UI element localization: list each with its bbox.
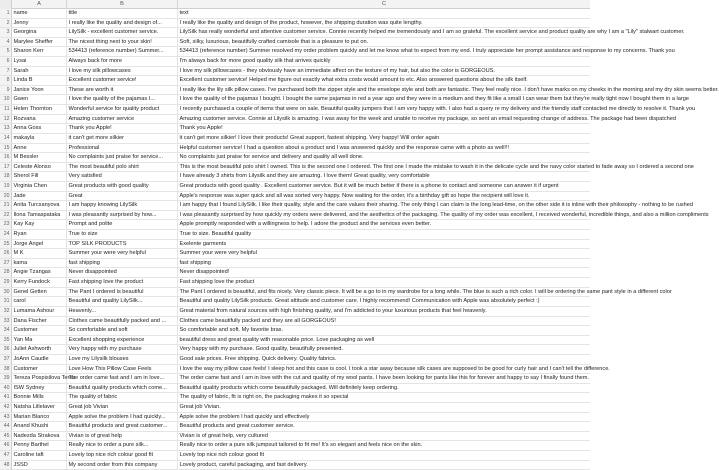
row-number[interactable]: 10 <box>0 95 12 104</box>
cell-text[interactable]: Apple promptly responded with a willingness to help. I adore the product and the services even better. <box>179 221 432 228</box>
cell-name[interactable]: Customer <box>12 365 67 374</box>
cell-title[interactable]: Amazing customer service <box>67 115 178 124</box>
row-number[interactable]: 20 <box>0 192 12 201</box>
table-row <box>0 163 694 173</box>
cell-text[interactable]: Helpful customer service! I had a question about a product and I was answered quickly and the response came with a photo as well!!! <box>179 144 510 151</box>
table-row <box>0 153 590 163</box>
row-number[interactable]: 17 <box>0 163 12 172</box>
cell-title[interactable]: Thank you Apple! <box>67 124 178 133</box>
row-number[interactable]: 14 <box>0 134 12 143</box>
cell-name[interactable]: Genel Getten <box>12 288 67 297</box>
cell-text[interactable]: LilySilk has really wonderful and attentive customer service. Connie recently helped me tremendously and I am so grateful. The excellent service and product quality are why I am a "Lily" stalwart customer. <box>179 29 685 36</box>
cell-title[interactable]: Summer your were very helpful <box>67 249 178 258</box>
cell-title[interactable]: it can't get more silkier <box>67 134 178 143</box>
cell-title[interactable]: Never disappointed <box>67 268 178 277</box>
cell-text[interactable]: Apple solve the problem I had quickly and effectively <box>179 413 310 420</box>
table-row <box>0 182 590 192</box>
cell-name[interactable]: kama <box>12 259 67 268</box>
cell-title[interactable]: Heavenly... <box>67 307 178 316</box>
table-row <box>0 326 590 336</box>
cell-title[interactable]: The order came fast and I am in love... <box>67 374 178 383</box>
cell-text[interactable]: The Pant I ordered is beautiful, and fits nicely. Very classic piece. It will be a go to in my wardrobe for a long while. The blue is such a rich color. I will be ordering the same pant style in a different color <box>179 288 672 295</box>
row-number[interactable]: 39 <box>0 374 12 383</box>
cell-text[interactable]: Great material from natural sources with high finishing quality, and I'm addicted to your luxurious products that feel heavenly. <box>179 307 487 314</box>
cell-name[interactable]: Janice Yoon <box>12 86 67 95</box>
cell-title[interactable]: Wonderful service for quality product <box>67 105 178 114</box>
cell-text[interactable]: I am happy that I found LilySilk. I like their quality, style and the care values their sharing. The only thing I can claim is the long lead-time, on the other side it is inline with their philosophy - nothing to be rushed <box>179 202 693 209</box>
row-number[interactable]: 34 <box>0 326 12 335</box>
cell-text[interactable]: No complaints just praise for service and delivery and quality all well done. <box>179 154 364 161</box>
table-row <box>0 67 590 77</box>
table-row <box>0 201 693 211</box>
cell-text[interactable]: Never disappointed! <box>179 269 230 276</box>
row-number[interactable]: 11 <box>0 105 12 114</box>
cell-text[interactable]: I love the quality of the pajamas I bought. I bought the same pajamas in red a year ago and they were in a medium and they fit like a small I can wear them but they're really tight now I bought them in a large <box>179 96 689 103</box>
cell-text[interactable]: beautiful dress and great quality with reasonable price. Love packaging as well <box>179 336 375 343</box>
row-number[interactable]: 13 <box>0 124 12 133</box>
cell-title[interactable]: Very satisfied <box>67 172 178 181</box>
row-number[interactable]: 19 <box>0 182 12 191</box>
table-row <box>0 28 685 38</box>
cell-text[interactable]: text <box>179 10 189 16</box>
row-number[interactable]: 38 <box>0 365 12 374</box>
row-number[interactable]: 45 <box>0 432 12 441</box>
cell-name[interactable]: Virginia Chen <box>12 182 67 191</box>
row-number[interactable]: 21 <box>0 201 12 210</box>
table-row <box>0 441 590 451</box>
cell-text[interactable]: Summer your were very helpful <box>179 250 257 257</box>
cell-title[interactable]: Really nice to order a pure silk... <box>67 441 178 450</box>
cell-title[interactable]: Very happy with my purchase <box>67 345 178 354</box>
cell-text[interactable]: Great job Vivian. <box>179 403 221 410</box>
cell-text[interactable]: Excellent customer service! Helped me figure out exactly what extra costs would amount to etc. Also answered questions about the silk itself. <box>179 77 528 84</box>
table-row <box>0 86 719 96</box>
cell-name[interactable]: Celeste Alonso <box>12 163 67 172</box>
row-number[interactable]: 15 <box>0 144 12 153</box>
cell-name[interactable]: JSSD <box>12 461 67 470</box>
row-number[interactable]: 47 <box>0 451 12 460</box>
cell-text[interactable]: Great products with good quality . Excellent customer service. But it will be much better if there is a phone to contact and someone can answer it if urgent <box>179 182 559 189</box>
cell-title[interactable]: Professional <box>67 144 178 153</box>
cell-name[interactable]: Gwen <box>12 95 67 104</box>
cell-text[interactable]: Apple's response was super quick and all was sorted very happy. Now waiting for the order, it's a birthday gift so hope the recipient will love it. <box>179 192 530 199</box>
table-row <box>0 278 590 288</box>
row-number[interactable]: 6 <box>0 57 12 66</box>
table-row <box>0 432 590 442</box>
cell-text[interactable]: Beautiful products and great customer service. <box>179 423 295 430</box>
row-number[interactable]: 4 <box>0 38 12 47</box>
cell-text[interactable]: I really like the lily silk pillow cases. I've purchased both the zipper style and the envelope style and both are fantastic. They feel really nice. I don't have marks on my cheeks in the morning and my dry skin seems better. <box>179 86 719 93</box>
row-number[interactable]: 29 <box>0 278 12 287</box>
cell-title[interactable]: The quality of fabric <box>67 393 178 402</box>
cell-title[interactable]: Lovely top nice rich colour good fit <box>67 451 178 460</box>
cell-title[interactable]: I was pleasantly surprised by how... <box>67 211 178 220</box>
table-row <box>0 95 689 105</box>
cell-title[interactable]: 534413 (reference number) Summer... <box>67 47 178 56</box>
table-row <box>0 249 590 259</box>
cell-title[interactable]: Beautiful and quality LilySilk... <box>67 297 178 306</box>
cell-name[interactable]: M K <box>12 249 67 258</box>
cell-text[interactable]: Amazing customer service. Connie at Lilysilk is amazing. I was away for the week and unable to receive my package, so sent an email requesting change of address. The package had been dispatched <box>179 115 676 122</box>
cell-name[interactable]: Kerry Fundock <box>12 278 67 287</box>
cell-title[interactable]: The Pant I ordered is beautiful <box>67 288 178 297</box>
cell-name[interactable]: Juliet Ashworth <box>12 345 67 354</box>
cell-title[interactable]: title <box>67 9 178 18</box>
row-number[interactable]: 9 <box>0 86 12 95</box>
row-number[interactable]: 1 <box>0 9 12 18</box>
row-number[interactable]: 30 <box>0 288 12 297</box>
table-row <box>0 461 590 470</box>
cell-name[interactable]: Penny Barthel <box>12 441 67 450</box>
row-number[interactable]: 35 <box>0 336 12 345</box>
cell-name[interactable]: Anita Turcsanyova <box>12 201 67 210</box>
cell-text[interactable]: I was pleasantly surprised by how quickly my orders were delivered, and the aesthetics of the packaging. The quality of my order was excellent, I received wonderful, incredible things, and also a million compliments <box>179 211 709 218</box>
cell-title[interactable]: Great job Vivian <box>67 403 178 412</box>
table-row <box>0 355 590 365</box>
cell-text[interactable]: I really like the quality and design of the product, however, the shipping duration was quite lengthy. <box>179 19 423 26</box>
cell-title[interactable]: I really like the quality and design of... <box>67 19 178 28</box>
table-row <box>0 336 590 346</box>
table-row <box>0 19 590 29</box>
cell-name[interactable]: Helen Thornton <box>12 105 67 114</box>
cell-name[interactable]: Ryan <box>12 230 67 239</box>
cell-name[interactable]: Lysai <box>12 57 67 66</box>
cell-title[interactable]: Excellent shopping experience <box>67 336 178 345</box>
cell-text[interactable]: Beautiful quality products which come beautifully packaged. Will definitely keep ordering. <box>179 384 399 391</box>
table-row <box>0 192 590 202</box>
cell-name[interactable]: Kay Kay <box>12 220 67 229</box>
cell-title[interactable]: I am happy knowing LilySilk <box>67 201 178 210</box>
table-row <box>0 105 696 115</box>
cell-name[interactable]: name <box>12 9 67 18</box>
column-header-a[interactable]: A <box>12 0 67 9</box>
row-number[interactable]: 32 <box>0 307 12 316</box>
table-row <box>0 268 590 278</box>
row-number[interactable]: 46 <box>0 441 12 450</box>
cell-title[interactable]: Love How This Pillow Case Feels <box>67 365 178 374</box>
row-number[interactable]: 8 <box>0 76 12 85</box>
row-number[interactable]: 36 <box>0 345 12 354</box>
cell-text[interactable]: Beautiful and quality LilySilk products. Great attitude and customer care. I highly recommend! Communication with Apple was absolutely perfect :) <box>179 298 540 305</box>
cell-name[interactable]: Sharon Kerr <box>12 47 67 56</box>
cell-name[interactable]: carol <box>12 297 67 306</box>
cell-text[interactable]: The quality of fabric, fit is right on, the packaging makes it so special <box>179 394 349 401</box>
cell-name[interactable]: Anand Khushi <box>12 422 67 431</box>
cell-name[interactable]: Dana Fischer <box>12 317 67 326</box>
cell-name[interactable]: Yan Ma <box>12 336 67 345</box>
cell-title[interactable]: I love my silk pillowcases <box>67 67 178 76</box>
cell-title[interactable]: The most beautiful polo shirt <box>67 163 178 172</box>
cell-name[interactable]: Sherol Fill <box>12 172 67 181</box>
cell-text[interactable]: Really nice to order a pure silk jumpsuit tailored to fit me! It's so elegant and feels nice on the skin. <box>179 442 423 449</box>
cell-name[interactable]: Jenny <box>12 19 67 28</box>
cell-name[interactable]: Marylee Sheffer <box>12 38 67 47</box>
cell-title[interactable]: TOP SILK PRODUCTS <box>67 240 178 249</box>
cell-title[interactable]: Excellent customer service! <box>67 76 178 85</box>
cell-name[interactable]: Caroline taft <box>12 451 67 460</box>
table-row <box>0 57 590 67</box>
cell-text[interactable]: This is the most beautiful polo shirt I owned. This is the second one I ordered. The first one I made the mistake to wash it in the delicate cycle and the navy color started to fade away so I ordered a second one <box>179 163 694 170</box>
cell-text[interactable]: I love my silk pillowcases - they obviously have an immediate affect on the texture of my hair, but also the color is GORGEOUS. <box>179 67 495 74</box>
cell-name[interactable]: Jorge Angel <box>12 240 67 249</box>
row-number[interactable]: 31 <box>0 297 12 306</box>
row-number[interactable]: 28 <box>0 268 12 277</box>
cell-text[interactable]: Exelente garments <box>179 240 227 247</box>
table-row <box>0 393 590 403</box>
row-number[interactable]: 7 <box>0 67 12 76</box>
cell-title[interactable]: So comfortable and soft <box>67 326 178 335</box>
table-row <box>0 307 590 317</box>
row-number[interactable]: 41 <box>0 393 12 402</box>
row-number[interactable]: 24 <box>0 230 12 239</box>
row-number[interactable]: 48 <box>0 461 12 470</box>
table-row <box>0 288 672 298</box>
cell-text[interactable]: fast shipping <box>179 259 211 266</box>
cell-title[interactable]: Always back for more <box>67 57 178 66</box>
row-number[interactable]: 43 <box>0 413 12 422</box>
cell-name[interactable]: Ilona Tamaspataka <box>12 211 67 220</box>
table-row <box>0 172 590 182</box>
table-row <box>0 384 590 394</box>
cell-title[interactable]: I love the quality of the pajamas I... <box>67 95 178 104</box>
cell-title[interactable]: Prompt and polite <box>67 220 178 229</box>
column-header-row <box>0 0 590 9</box>
table-row <box>0 124 590 134</box>
cell-text[interactable]: So comfortable and soft. My favorite bras. <box>179 327 284 334</box>
sheet-rows <box>0 9 719 470</box>
cell-name[interactable]: Nadezda Strakova <box>12 432 67 441</box>
row-number[interactable]: 2 <box>0 19 12 28</box>
row-number[interactable]: 27 <box>0 259 12 268</box>
table-row <box>0 413 590 423</box>
select-all-corner[interactable] <box>0 0 12 9</box>
row-number[interactable]: 26 <box>0 249 12 258</box>
cell-name[interactable]: makayla <box>12 134 67 143</box>
cell-title[interactable]: Beautiful quality products which come... <box>67 384 178 393</box>
row-number[interactable]: 40 <box>0 384 12 393</box>
table-row <box>0 345 590 355</box>
cell-name[interactable]: ISW Sydney <box>12 384 67 393</box>
table-row <box>0 259 590 269</box>
row-number[interactable]: 33 <box>0 317 12 326</box>
cell-text[interactable]: I have already 3 shirts from Lilysilk and they are amazing. I love them! Great quality, very comfortable <box>179 173 430 180</box>
cell-name[interactable]: Natsha Lillelaver <box>12 403 67 412</box>
table-row <box>0 38 590 48</box>
cell-name[interactable]: Tereza Pospisilova Terez <box>13 375 76 382</box>
table-row <box>0 365 610 375</box>
cell-title[interactable]: Great <box>67 192 178 201</box>
row-number[interactable]: 44 <box>0 422 12 431</box>
row-number[interactable]: 42 <box>0 403 12 412</box>
cell-name[interactable]: Jade <box>12 192 67 201</box>
cell-text[interactable]: Vivian is of great help, very cultured <box>179 432 269 439</box>
cell-text[interactable]: 534413 (reference number) Summer resolved my order problem quickly and let me know what to expect from my end. I truly appreciate her prompt assistance and response to my concerns. Thank you <box>179 48 675 55</box>
row-number[interactable]: 12 <box>0 115 12 124</box>
table-row <box>0 134 590 144</box>
table-row <box>0 374 590 384</box>
cell-title[interactable]: True to size <box>67 230 178 239</box>
cell-title[interactable]: No complaints just praise for service... <box>67 153 178 162</box>
cell-text[interactable]: Good sale prices. Free shipping. Quick delivery. Quality fabrics. <box>179 355 337 362</box>
table-row <box>0 211 709 221</box>
cell-title[interactable]: Great products with good quality <box>67 182 178 191</box>
cell-title[interactable]: Love my Lilysilk blouses <box>67 355 178 364</box>
row-number[interactable]: 22 <box>0 211 12 220</box>
cell-title[interactable]: The nicest thing next to your skin! <box>67 38 178 47</box>
table-row <box>0 76 590 86</box>
column-header-b[interactable]: B <box>67 0 178 9</box>
cell-title[interactable]: Clothes came beautifully packed and ... <box>67 317 178 326</box>
row-number[interactable]: 5 <box>0 47 12 56</box>
cell-name[interactable]: Lumama Ashour <box>12 307 67 316</box>
cell-name[interactable]: JoAnn Caudle <box>12 355 67 364</box>
cell-text[interactable]: The order came fast and I am in love with the cut and quality of my wool pants. I have been looking for pants like this for forever and happy to say I finally found them. <box>179 375 589 382</box>
cell-title[interactable]: Vivian is of great help <box>67 432 178 441</box>
cell-title[interactable]: My second order from this company <box>67 461 178 470</box>
table-row <box>0 240 590 250</box>
table-row <box>0 403 590 413</box>
cell-text[interactable]: Thank you Apple! <box>179 125 223 132</box>
row-number[interactable]: 18 <box>0 172 12 181</box>
cell-title[interactable]: Beautiful products and great customer... <box>67 422 178 431</box>
cell-text[interactable]: Clothes came beautifully packed and they are all GORGEOUS! <box>179 317 336 324</box>
cell-text[interactable]: Soft, silky, luxurious, beautifully crafted camisole that is a pleasure to put on. <box>179 38 369 45</box>
row-number[interactable]: 23 <box>0 220 12 229</box>
table-row <box>0 297 590 307</box>
table-row <box>0 317 590 327</box>
cell-text[interactable]: it can't get more silkier! I love their products! Great support, fastest shipping. Very happy! Will order again <box>179 134 440 141</box>
row-number[interactable]: 16 <box>0 153 12 162</box>
cell-name[interactable]: Sarah <box>12 67 67 76</box>
cell-text[interactable]: Very happy with my purchase. Good quality, beautifully presented. <box>179 346 343 353</box>
cell-name[interactable]: Rozvana <box>12 115 67 124</box>
cell-text[interactable]: Lovely product, careful packaging, and fast delivery. <box>179 461 308 468</box>
table-row <box>0 9 590 19</box>
table-row <box>0 220 590 230</box>
table-row <box>0 115 676 125</box>
row-number[interactable]: 37 <box>0 355 12 364</box>
table-row <box>0 144 590 154</box>
cell-title[interactable]: LilySilk - excellent customer service. <box>67 28 178 37</box>
cell-name[interactable]: Bonnie Mills <box>12 393 67 402</box>
cell-text[interactable]: I'm always back for more good quality silk that arrives quickly <box>179 58 331 65</box>
cell-name[interactable]: M Bessler <box>12 153 67 162</box>
cell-name[interactable]: Anna Goss <box>12 124 67 133</box>
cell-text[interactable]: Fast shipping love the product <box>179 279 255 286</box>
cell-title[interactable]: Fast shipping love the product <box>67 278 178 287</box>
cell-text[interactable]: I love the way my pillow case feels! I sleep hot and this case is cool. I took a star away because silk cases are supposed to be good for curly hair and I can't tell the difference. <box>179 365 610 372</box>
column-header-c[interactable]: C <box>381 1 387 7</box>
cell-name[interactable]: Linda B <box>12 76 67 85</box>
cell-text[interactable]: I recently purchased a couple of items that were on sale. Beautiful quality jumpers that I am very happy with. I also had a query re my delivery and the friendly staff contacted me directly to resolve it. Thank you <box>179 106 696 113</box>
cell-text[interactable]: Lovely top nice rich colour good fit <box>179 452 265 459</box>
cell-text[interactable]: True to size. Beautiful quality <box>179 231 252 238</box>
cell-name[interactable]: Angie Tzangas <box>12 268 67 277</box>
row-number[interactable]: 3 <box>0 28 12 37</box>
cell-title[interactable]: Apple solve the problem I had quickly... <box>67 413 178 422</box>
cell-name[interactable]: Customer <box>12 326 67 335</box>
table-row <box>0 230 590 240</box>
cell-title[interactable]: These are worth it <box>67 86 178 95</box>
cell-name[interactable]: Anne <box>12 144 67 153</box>
cell-name[interactable]: Marian Blanco <box>12 413 67 422</box>
cell-name[interactable]: Georgina <box>12 28 67 37</box>
cell-title[interactable]: fast shipping <box>67 259 178 268</box>
table-row <box>0 422 590 432</box>
row-number[interactable]: 25 <box>0 240 12 249</box>
table-row <box>0 451 590 461</box>
table-row <box>0 47 675 57</box>
